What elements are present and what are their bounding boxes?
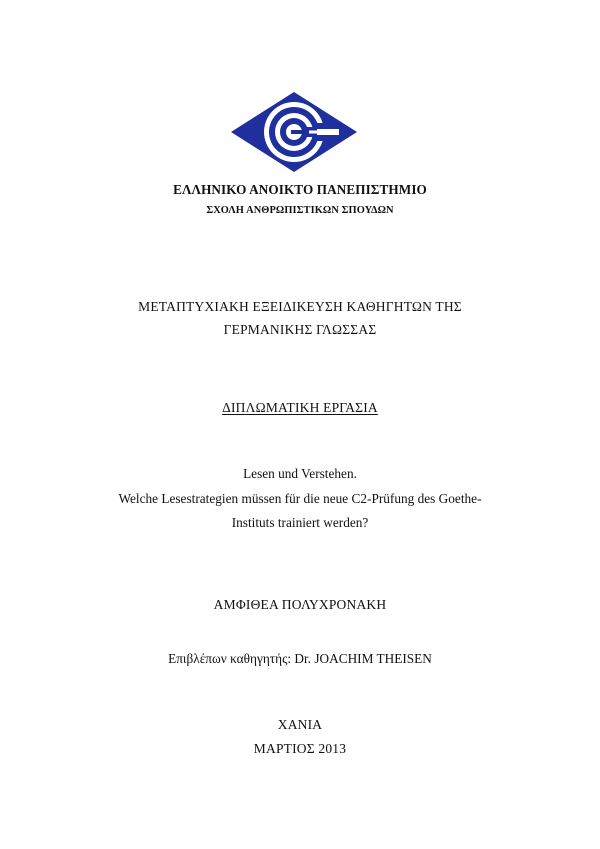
thesis-title-line1: Lesen und Verstehen.	[243, 466, 357, 481]
university-name: ΕΛΛΗΝΙΚΟ ΑΝΟΙΚΤΟ ΠΑΝΕΠΙΣΤΗΜΙΟ	[173, 182, 427, 197]
thesis-type-heading	[0, 401, 600, 415]
school-name: ΣΧΟΛΗ ΑΝΘΡΩΠΙΣΤΙΚΩΝ ΣΠΟΥΔΩΝ	[206, 205, 394, 216]
city: ΧΑΝΙΑ	[277, 717, 323, 732]
date: ΜΑΡΤΙΟΣ 2013	[253, 741, 347, 756]
supervisor-line: Επιβλέπων καθηγητής: Dr. JOACHIM THEISEN	[168, 651, 432, 666]
thesis-type-label: ΔΙΠΛΩΜΑΤΙΚΗ ΕΡΓΑΣΙΑ	[222, 400, 378, 415]
program-title-line1: ΜΕΤΑΠΤΥΧΙΑΚΗ ΕΞΕΙΔΙΚΕΥΣΗ ΚΑΘΗΓΗΤΩΝ ΤΗΣ	[138, 299, 462, 314]
eap-logo-icon	[231, 92, 357, 172]
author-name: ΑΜΦΙΘΕΑ ΠΟΛΥΧΡΟΝΑΚΗ	[213, 597, 387, 612]
thesis-title-line2: Welche Lesestrategien müssen für die neue C2-Prüfung des Goethe-	[118, 491, 482, 506]
program-title-line2: ΓΕΡΜΑΝΙΚΗΣ ΓΛΩΣΣΑΣ	[223, 322, 377, 337]
thesis-title-line3: Instituts trainiert werden?	[231, 515, 369, 530]
